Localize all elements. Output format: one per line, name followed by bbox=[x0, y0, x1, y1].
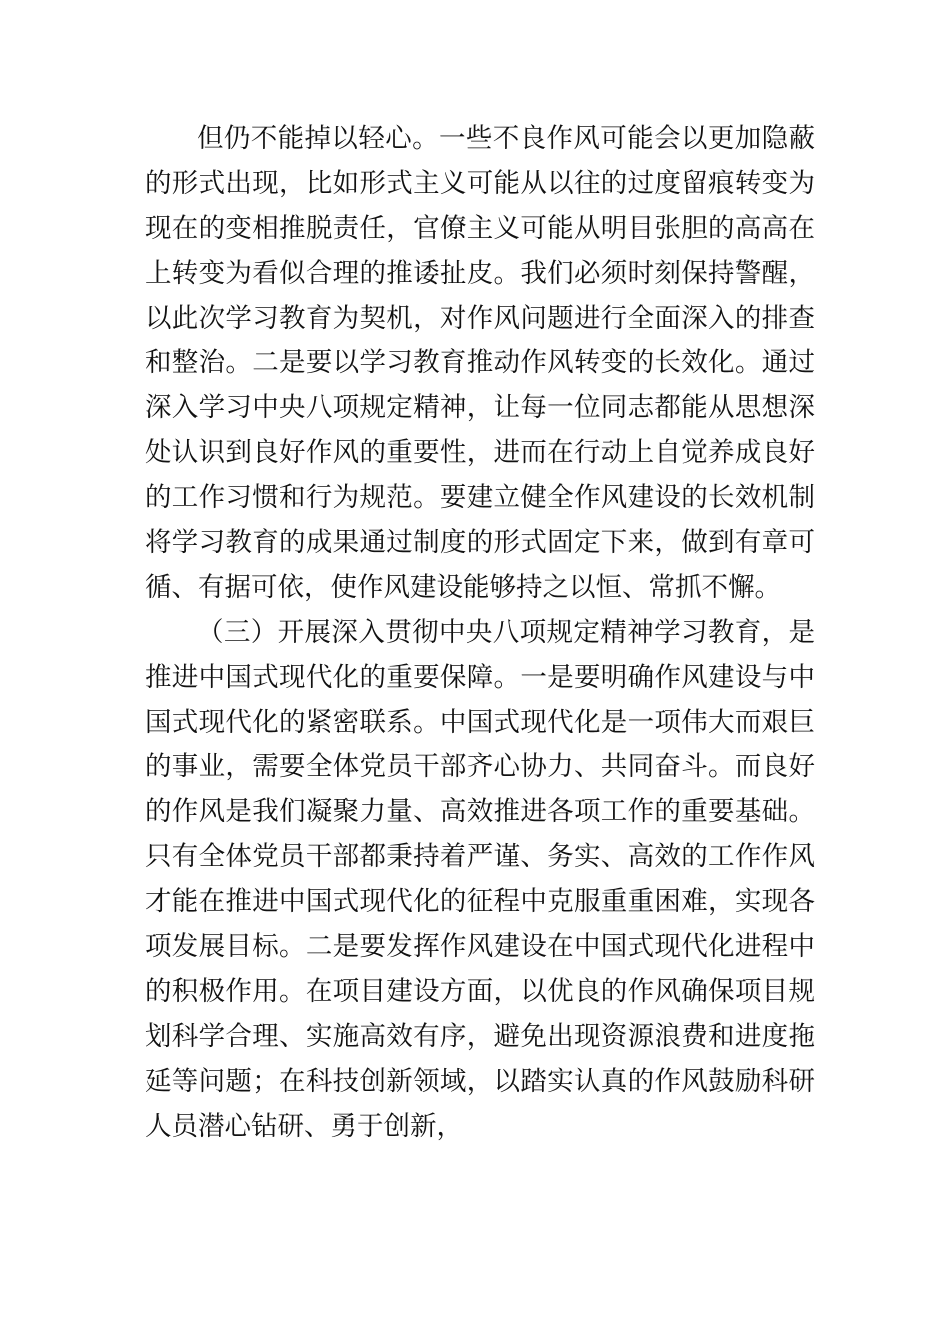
text-line: 的事业，需要全体党员干部齐心协力、共同奋斗。而良好 bbox=[145, 751, 815, 783]
text-line: 延等问题；在科技创新领域，以踏实认真的作风鼓励科研 bbox=[145, 1065, 815, 1097]
text-line: 循、有据可依，使作风建设能够持之以恒、常抓不懈。 bbox=[145, 571, 781, 603]
text-line: 以此次学习教育为契机，对作风问题进行全面深入的排查 bbox=[145, 302, 815, 334]
text-line: 处认识到良好作风的重要性，进而在行动上自觉养成良好 bbox=[145, 437, 815, 469]
body-text bbox=[145, 117, 815, 1149]
text-line: 的积极作用。在项目建设方面，以优良的作风确保项目规 bbox=[145, 975, 815, 1007]
text-line: 现在的变相推脱责任，官僚主义可能从明目张胆的高高在 bbox=[145, 212, 815, 244]
text-line: 将学习教育的成果通过制度的形式固定下来，做到有章可 bbox=[145, 527, 815, 559]
text-line: 和整治。二是要以学习教育推动作风转变的长效化。通过 bbox=[145, 347, 815, 379]
section-heading-line: （三）开展深入贯彻中央八项规定精神学习教育，是 bbox=[197, 616, 815, 648]
text-line: 项发展目标。二是要发挥作风建设在中国式现代化进程中 bbox=[145, 931, 815, 963]
text-line: 推进中国式现代化的重要保障。一是要明确作风建设与中 bbox=[145, 661, 815, 693]
text-line: 划科学合理、实施高效有序，避免出现资源浪费和进度拖 bbox=[145, 1020, 815, 1052]
text-line: 才能在推进中国式现代化的征程中克服重重困难，实现各 bbox=[145, 886, 815, 918]
text-line: 的工作习惯和行为规范。要建立健全作风建设的长效机制 bbox=[145, 482, 815, 514]
text-line: 的作风是我们凝聚力量、高效推进各项工作的重要基础。 bbox=[145, 796, 815, 828]
text-line: 的形式出现，比如形式主义可能从以往的过度留痕转变为 bbox=[145, 167, 815, 199]
text-line: 上转变为看似合理的推诿扯皮。我们必须时刻保持警醒， bbox=[145, 257, 815, 289]
text-line: 但仍不能掉以轻心。一些不良作风可能会以更加隐蔽 bbox=[197, 123, 815, 154]
text-line: 深入学习中央八项规定精神，让每一位同志都能从思想深 bbox=[145, 392, 815, 424]
text-line: 只有全体党员干部都秉持着严谨、务实、高效的工作作风 bbox=[145, 841, 815, 873]
text-line: 人员潜心钻研、勇于创新， bbox=[145, 1110, 463, 1142]
text-line: 国式现代化的紧密联系。中国式现代化是一项伟大而艰巨 bbox=[145, 706, 815, 738]
